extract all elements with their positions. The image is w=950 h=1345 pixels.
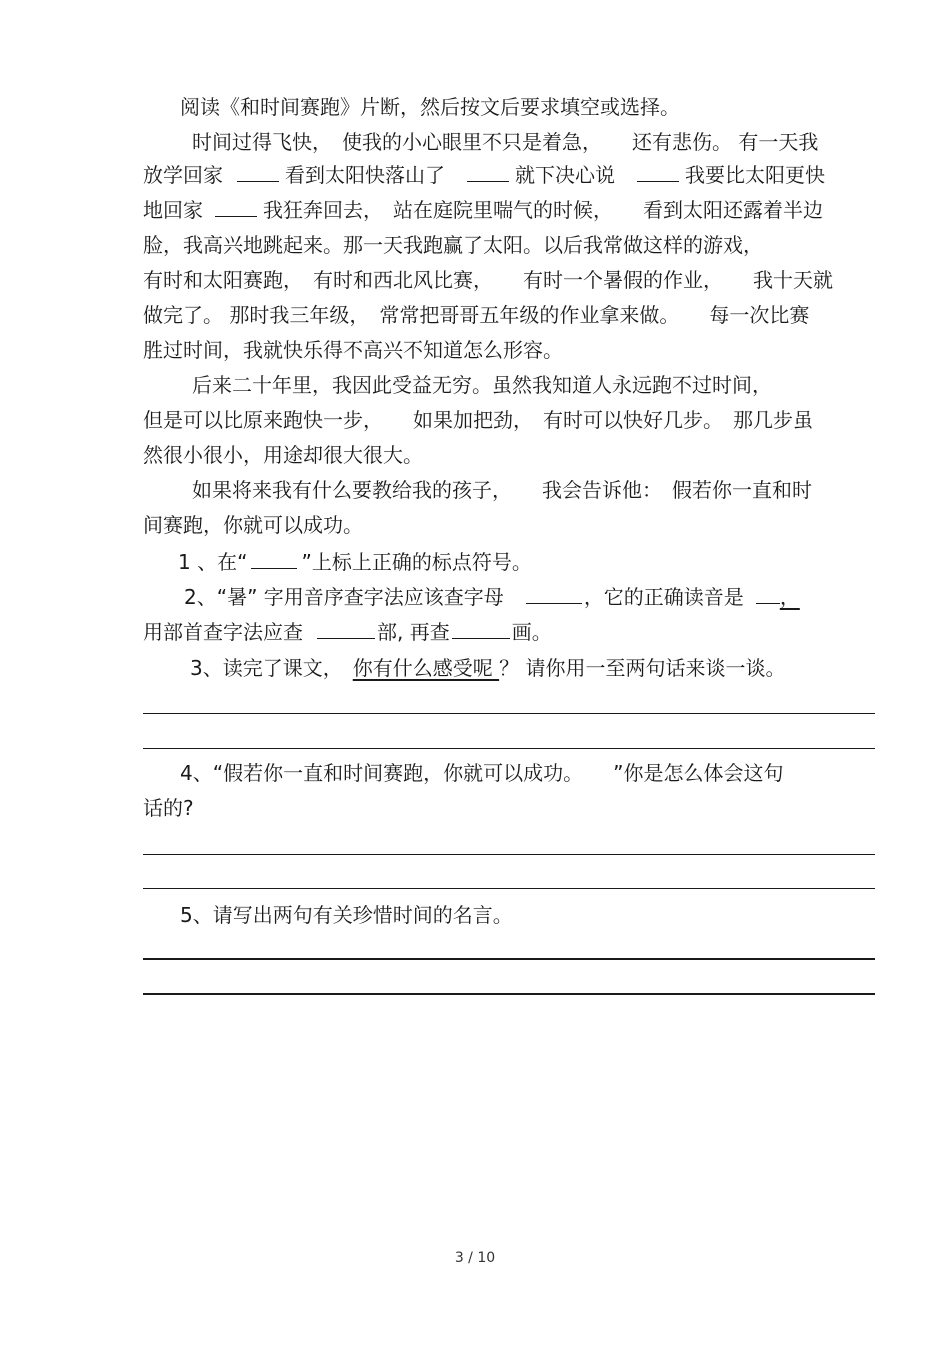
passage-line: 时间过得飞快， 使我的小心眼里不只是着急， 还有悲伤。 有一天我 [192, 130, 819, 154]
question-3: 3、读完了课文， 你有什么感受呢 ？ 请你用一至两句话来谈一谈。 [190, 656, 786, 680]
page-number: 3 / 10 [454, 1250, 496, 1266]
answer-line[interactable] [143, 713, 875, 714]
passage-line: 做完了。 那时我三年级， 常常把哥哥五年级的作业拿来做。 每一次比赛 [143, 303, 810, 327]
question-2: 2、“暑” 字用音序查字法应该查字母 ，它的正确读音是 ， [184, 580, 919, 615]
passage-line: 有时和太阳赛跑， 有时和西北风比赛， 有时一个暑假的作业， 我十天就 [143, 268, 833, 292]
passage-line: 但是可以比原来跑快一步， 如果加把劲， 有时可以快好几步。 那几步虽 [143, 408, 813, 432]
question-1: 1 、在“ ”上标上正确的标点符号。 [178, 545, 913, 580]
answer-line[interactable] [143, 748, 875, 749]
question-5: 5、请写出两句有关珍惜时间的名言。 [180, 903, 513, 927]
answer-blank[interactable] [756, 581, 780, 604]
answer-line[interactable] [143, 958, 875, 960]
passage-line: 地回家 我狂奔回去， 站在庭院里喘气的时候， 看到太阳还露着半边 [143, 193, 878, 228]
answer-blank[interactable] [251, 546, 297, 569]
answer-blank[interactable] [452, 616, 510, 639]
answer-blank[interactable] [317, 616, 375, 639]
answer-blank[interactable] [526, 581, 582, 604]
answer-line[interactable] [143, 854, 875, 855]
passage-line: 后来二十年里，我因此受益无穷。虽然我知道人永远跑不过时间， [192, 373, 772, 397]
passage-line: 胜过时间，我就快乐得不高兴不知道怎么形容。 [143, 338, 563, 362]
question-4-cont: 话的? [143, 796, 194, 820]
punctuation-blank[interactable] [637, 159, 679, 182]
passage-line: 间赛跑，你就可以成功。 [143, 513, 363, 537]
passage-line: 如果将来我有什么要教给我的孩子， 我会告诉他： 假若你一直和时 [192, 478, 812, 502]
punctuation-blank[interactable] [467, 159, 509, 182]
question-2-cont: 用部首查字法应查 部, 再查 画。 [143, 615, 878, 650]
passage-line: 放学回家 看到太阳快落山了 就下决心说 我要比太阳更快 [143, 158, 878, 193]
answer-line[interactable] [143, 888, 875, 889]
question-4: 4、“假若你一直和时间赛跑，你就可以成功。 ”你是怎么体会这句 [180, 761, 784, 785]
passage-line: 然很小很小，用途却很大很大。 [143, 443, 423, 467]
intro-text: 阅读《和时间赛跑》片断，然后按文后要求填空或选择。 [180, 95, 680, 119]
punctuation-blank[interactable] [237, 159, 279, 182]
answer-line[interactable] [143, 993, 875, 995]
passage-line: 脸，我高兴地跳起来。那一天我跑赢了太阳。以后我常做这样的游戏， [143, 233, 763, 257]
punctuation-blank[interactable] [215, 194, 257, 217]
